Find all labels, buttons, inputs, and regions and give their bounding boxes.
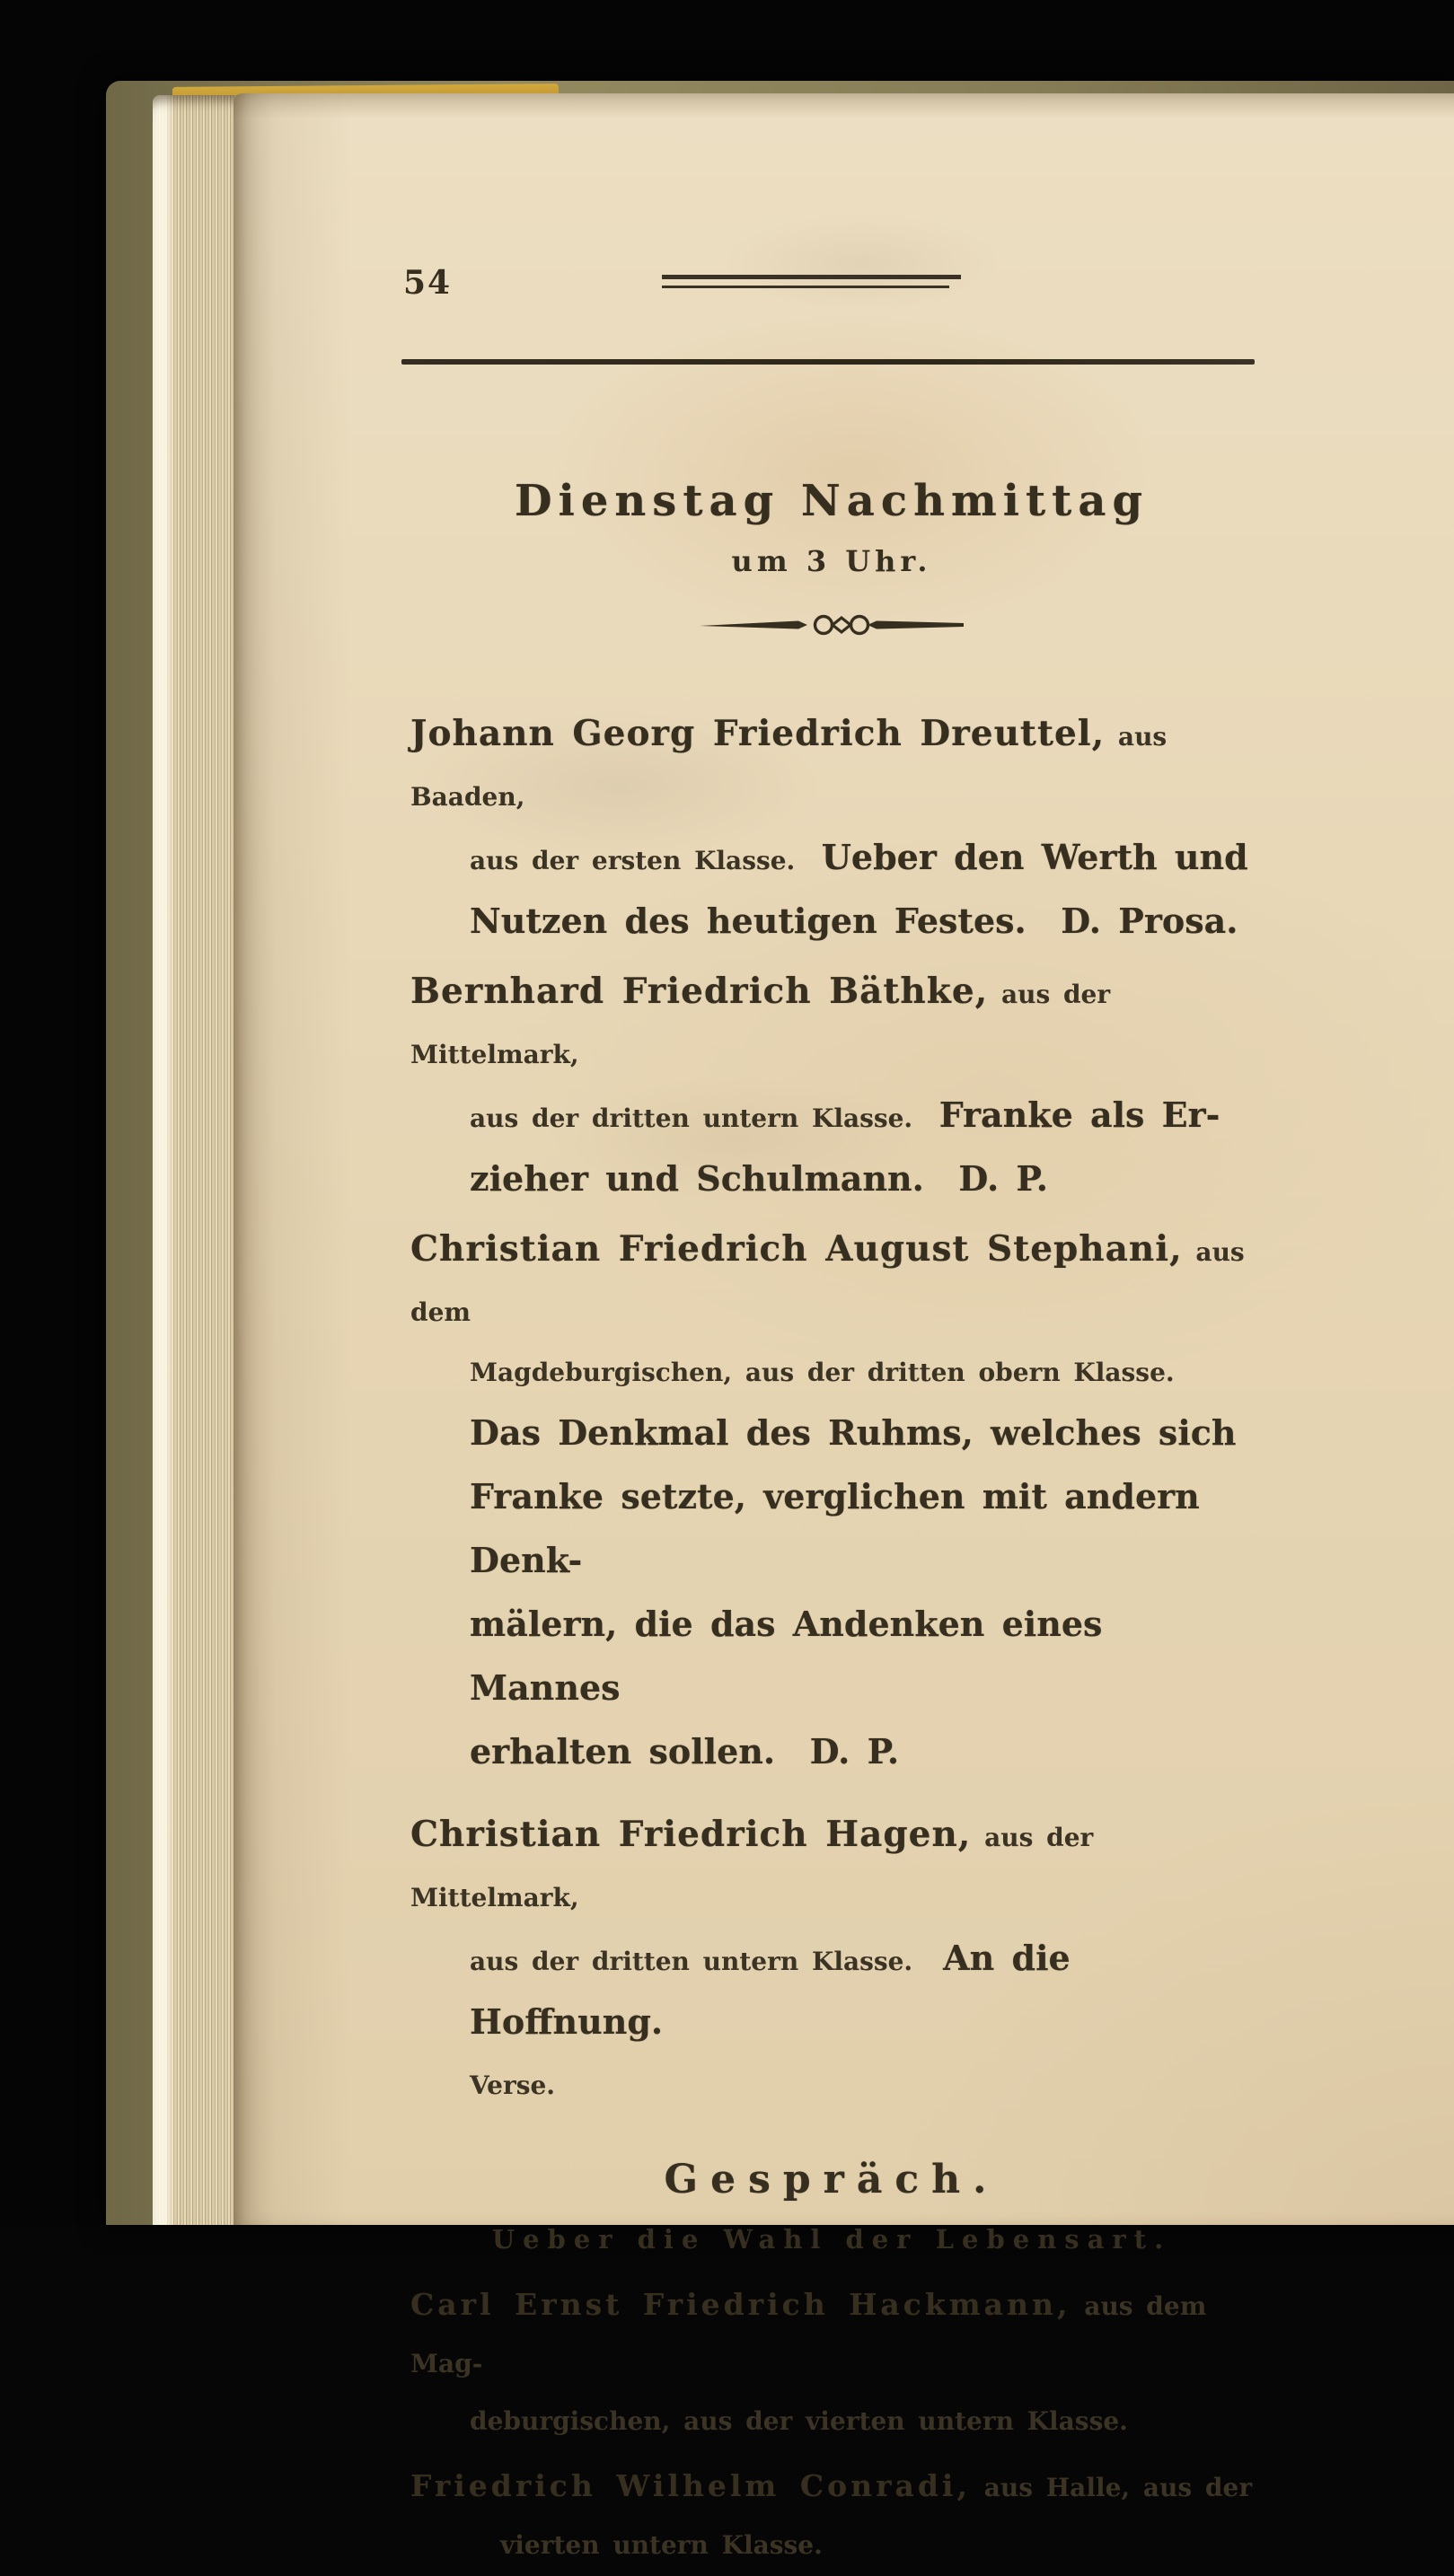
speaker-name: Christian Friedrich Hagen,: [410, 1814, 972, 1855]
speaker-name: Friedrich Wilhelm Conradi,: [410, 2468, 971, 2503]
entry-line: [470, 1404, 1253, 1468]
genre-label: Verse.: [470, 2070, 556, 2100]
section-subtitle: Ueber die Wahl der Lebensart.: [491, 2224, 1172, 2255]
topic-text: erhalten sollen. D. P.: [470, 1731, 900, 1772]
entry-line: [470, 2395, 1253, 2452]
topic-text: An die Hoffnung.: [470, 1938, 1071, 2042]
entry-line: [410, 1221, 1253, 1344]
page-number: 54: [403, 264, 453, 302]
program-entry: [410, 2459, 1253, 2576]
speaker-name: Bernhard Friedrich Bäthke,: [410, 971, 989, 1012]
topic-text: Franke als Er-: [938, 1095, 1220, 1135]
chain-ornament-divider-icon: [697, 614, 966, 636]
topic-text: mälern, die das Andenken eines Mannes: [470, 1604, 1103, 1708]
speaker-class: Magdeburgischen, aus der dritten obern Klasse.: [470, 1358, 1175, 1387]
speaker-origin: aus Baaden,: [410, 722, 1168, 812]
entry-line: [410, 706, 1253, 829]
speaker-name: Christian Friedrich August Stephani,: [410, 1228, 1183, 1270]
entry-line: [470, 829, 1253, 892]
entry-line: [470, 1723, 1253, 1787]
topic-text: Ueber den Werth und: [821, 837, 1248, 877]
head-rule-icon: [401, 359, 1255, 365]
speaker-origin: aus Halle, aus der: [970, 2473, 1253, 2502]
book-page: [234, 93, 1454, 2560]
page-stack-edges: [153, 95, 239, 2225]
speaker-origin: aus der Mittelmark,: [410, 980, 1111, 1069]
entry-line: [470, 1150, 1253, 1214]
program-entry: [410, 706, 1253, 956]
header-double-rule-icon: [662, 275, 961, 288]
speaker-origin: aus der Mittelmark,: [410, 1823, 1094, 1912]
entry-line: [470, 1344, 1253, 1404]
entry-line: [470, 1468, 1253, 1596]
session-time: um 3 Uhr.: [731, 544, 932, 578]
entry-line: [470, 892, 1253, 956]
speaker-class: deburgischen, aus der vierten untern Klasse.: [470, 2406, 1128, 2436]
entry-line: [410, 2459, 1253, 2519]
speaker-class: aus der dritten untern Klasse.: [470, 1103, 939, 1133]
program-entry: [410, 963, 1253, 1214]
speaker-class: aus der ersten Klasse.: [470, 846, 822, 875]
entry-line: [470, 1596, 1253, 1723]
section-title: Gespräch.: [664, 2157, 1000, 2202]
speaker-origin: aus dem Mag-: [410, 2291, 1207, 2378]
page-content: [403, 93, 1253, 2576]
entry-line: [410, 963, 1253, 1086]
program-list: [410, 706, 1253, 2117]
speaker-origin: aus dem: [410, 1237, 1245, 1327]
entry-line: [410, 1807, 1253, 1930]
program-entry: [410, 2278, 1253, 2452]
topic-text: Nutzen des heutigen Festes. D. Prosa.: [470, 901, 1238, 941]
entry-line: [470, 2057, 1253, 2117]
topic-text: Das Denkmal des Ruhms, welches sich: [470, 1412, 1237, 1453]
entry-line: [470, 1930, 1253, 2057]
topic-text: zieher und Schulmann. D. P.: [470, 1158, 1048, 1199]
speaker-name: Johann Georg Friedrich Dreuttel,: [410, 713, 1106, 754]
speaker-name: Carl Ernst Friedrich Hackmann,: [410, 2287, 1071, 2322]
program-entry: [410, 1807, 1253, 2117]
section-entry-list: [410, 2278, 1253, 2576]
session-title: Dienstag Nachmittag: [515, 476, 1149, 526]
entry-line: [500, 2519, 1253, 2576]
book: [106, 81, 1454, 2560]
entry-line: [470, 1086, 1253, 1150]
program-entry: [410, 1221, 1253, 1787]
entry-line: [410, 2278, 1253, 2395]
speaker-class: vierten untern Klasse.: [500, 2530, 823, 2560]
topic-text: Franke setzte, verglichen mit andern Denk-: [470, 1476, 1200, 1580]
speaker-class: aus der dritten untern Klasse.: [470, 1947, 926, 1976]
